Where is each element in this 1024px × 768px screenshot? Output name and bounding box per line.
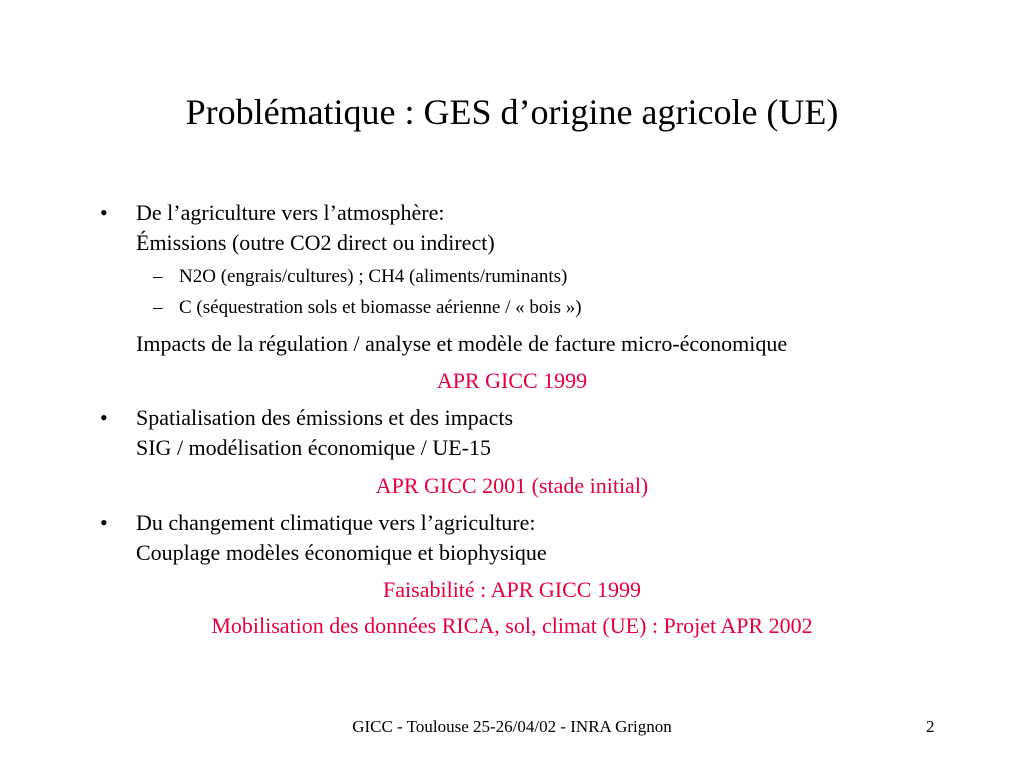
section-3-subheading: Couplage modèles économique et biophysique [136, 540, 547, 565]
section-2-subheading: SIG / modélisation économique / UE-15 [136, 435, 491, 460]
section-1-subitem-2: C (séquestration sols et biomasse aérienne / « bois ») [179, 297, 582, 318]
section-3-heading: Du changement climatique vers l’agriculture: [136, 510, 536, 535]
section-3-note-2: Mobilisation des données RICA, sol, climat (UE) : Projet APR 2002 [211, 613, 813, 638]
bullet-icon: • [100, 510, 108, 535]
section-1-subheading: Émissions (outre CO2 direct ou indirect) [136, 230, 495, 255]
bullet-icon: • [100, 405, 108, 430]
bullet-icon: • [100, 200, 108, 225]
section-2-heading: Spatialisation des émissions et des impacts [136, 405, 514, 430]
section-3-note-1: Faisabilité : APR GICC 1999 [383, 577, 641, 602]
dash-icon: – [153, 297, 163, 318]
section-2-note: APR GICC 2001 (stade initial) [375, 473, 649, 498]
section-1-subitem-1: N2O (engrais/cultures) ; CH4 (aliments/ruminants) [179, 266, 568, 287]
section-1-heading: De l’agriculture vers l’atmosphère: [136, 200, 445, 225]
page-number: 2 [926, 717, 935, 736]
section-1-continuation: Impacts de la régulation / analyse et modèle de facture micro-économique [136, 331, 788, 356]
slide-title: Problématique : GES d’origine agricole (UE) [185, 92, 839, 132]
footer-text: GICC - Toulouse 25-26/04/02 - INRA Grignon [352, 717, 672, 736]
section-1-note: APR GICC 1999 [436, 368, 588, 393]
dash-icon: – [153, 266, 163, 287]
